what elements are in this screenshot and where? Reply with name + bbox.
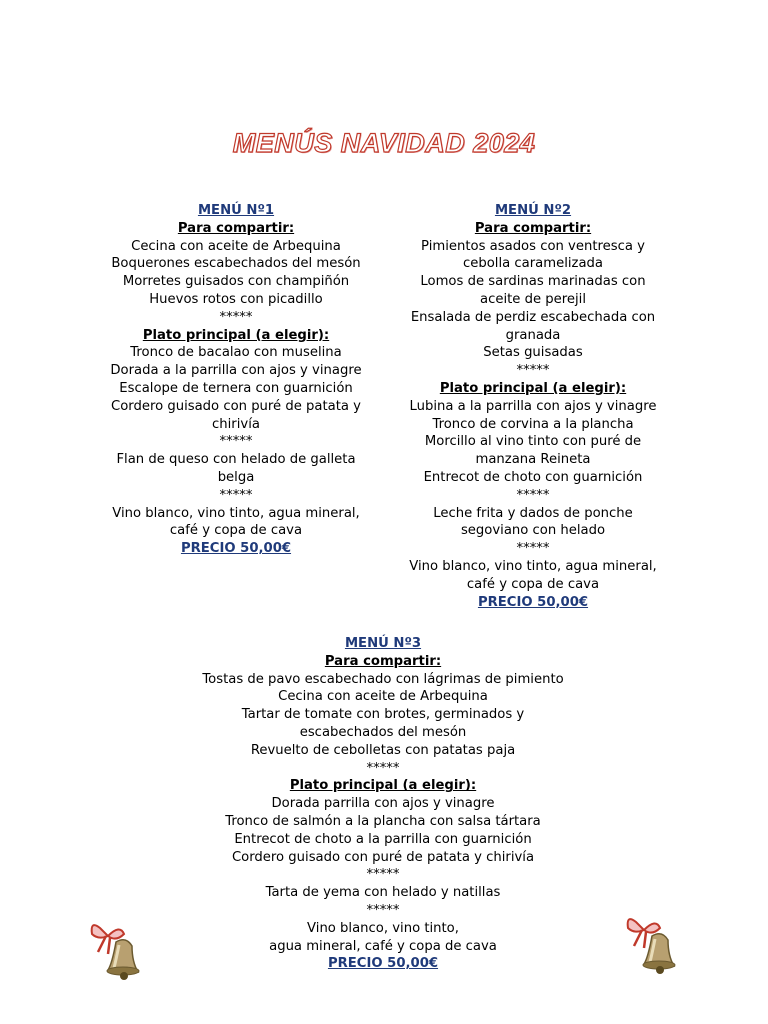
- menu-item: Tostas de pavo escabechado con lágrimas de pimiento: [202, 671, 564, 687]
- menu-item: café y copa de cava: [169, 523, 303, 539]
- menu-item: Setas guisadas: [483, 345, 583, 361]
- christmas-bell-icon: [622, 912, 692, 978]
- section-label: Plato principal (a elegir):: [142, 327, 330, 343]
- menu-item: Escalope de ternera con guarnición: [119, 380, 353, 396]
- menu-item: manzana Reineta: [475, 452, 591, 468]
- menu-item: chirivía: [212, 416, 260, 432]
- menu-item: Huevos rotos con picadillo: [149, 291, 323, 307]
- separator: *****: [366, 867, 400, 883]
- menu-item: granada: [505, 327, 561, 343]
- menu-item: Flan de queso con helado de galleta: [116, 452, 356, 468]
- separator: *****: [516, 541, 550, 557]
- section-label: Plato principal (a elegir):: [439, 380, 627, 396]
- menu-heading: MENÚ Nº3: [344, 636, 422, 651]
- menu-item: Cecina con aceite de Arbequina: [131, 238, 341, 254]
- menu-item: Entrecot de choto con guarnición: [423, 469, 643, 485]
- menu-item: cebolla caramelizada: [463, 256, 603, 272]
- separator: *****: [366, 760, 400, 776]
- menu-item: Morretes guisados con champiñón: [122, 274, 350, 290]
- menu-item: Tarta de yema con helado y natillas: [265, 885, 501, 901]
- menu-item: café y copa de cava: [466, 576, 600, 592]
- menu-item: Tronco de bacalao con muselina: [130, 345, 342, 361]
- menu-item: Leche frita y dados de ponche: [433, 505, 633, 521]
- separator: *****: [219, 487, 253, 503]
- menu-item: Entrecot de choto a la parrilla con guarnición: [234, 831, 532, 847]
- section-label: Para compartir:: [324, 653, 442, 669]
- menu-item: agua mineral, café y copa de cava: [269, 938, 497, 954]
- separator: *****: [219, 434, 253, 450]
- menu-2: [393, 202, 673, 611]
- christmas-bell-icon: [86, 918, 156, 984]
- section-label: Plato principal (a elegir):: [289, 778, 477, 794]
- separator: *****: [366, 902, 400, 918]
- menu-item: Cordero guisado con puré de patata y: [111, 398, 361, 414]
- menu-item: Vino blanco, vino tinto,: [307, 920, 459, 936]
- menu-item: Tartar de tomate con brotes, germinados y: [241, 707, 525, 723]
- menu-1: [96, 202, 376, 558]
- section-label: Para compartir:: [474, 220, 592, 236]
- menu-item: Pimientos asados con ventresca y: [421, 238, 645, 254]
- menu-heading: MENÚ Nº1: [197, 203, 275, 218]
- section-label: Para compartir:: [177, 220, 295, 236]
- menu-item: Lubina a la parrilla con ajos y vinagre: [409, 398, 657, 414]
- separator: *****: [219, 309, 253, 325]
- separator: *****: [516, 363, 550, 379]
- menu-item: Tronco de corvina a la plancha: [432, 416, 634, 432]
- menu-item: escabechados del mesón: [299, 724, 467, 740]
- menu-item: Vino blanco, vino tinto, agua mineral,: [112, 505, 360, 521]
- price-label: PRECIO 50,00€: [477, 594, 589, 610]
- menu-item: Tronco de salmón a la plancha con salsa tártara: [225, 813, 541, 829]
- price-label: PRECIO 50,00€: [327, 956, 439, 972]
- menu-item: Dorada parrilla con ajos y vinagre: [271, 796, 495, 812]
- menu-heading: MENÚ Nº2: [494, 203, 572, 218]
- menu-item: Cecina con aceite de Arbequina: [278, 689, 488, 705]
- separator: *****: [516, 487, 550, 503]
- price-label: PRECIO 50,00€: [180, 541, 292, 557]
- menu-item: aceite de perejil: [480, 291, 586, 307]
- menu-item: Boquerones escabechados del mesón: [111, 256, 361, 272]
- menu-item: Vino blanco, vino tinto, agua mineral,: [409, 558, 657, 574]
- menu-item: Lomos de sardinas marinadas con: [420, 274, 646, 290]
- menu-item: segoviano con helado: [460, 523, 606, 539]
- menu-item: Ensalada de perdiz escabechada con: [410, 309, 656, 325]
- menu-item: Cordero guisado con puré de patata y chirivía: [231, 849, 535, 865]
- page-title: MENÚS NAVIDAD 2024: [232, 128, 536, 158]
- menu-item: Dorada a la parrilla con ajos y vinagre: [110, 363, 362, 379]
- menu-3: [184, 635, 582, 973]
- menu-item: Revuelto de cebolletas con patatas paja: [250, 742, 516, 758]
- menu-item: belga: [217, 469, 255, 485]
- menu-item: Morcillo al vino tinto con puré de: [424, 434, 642, 450]
